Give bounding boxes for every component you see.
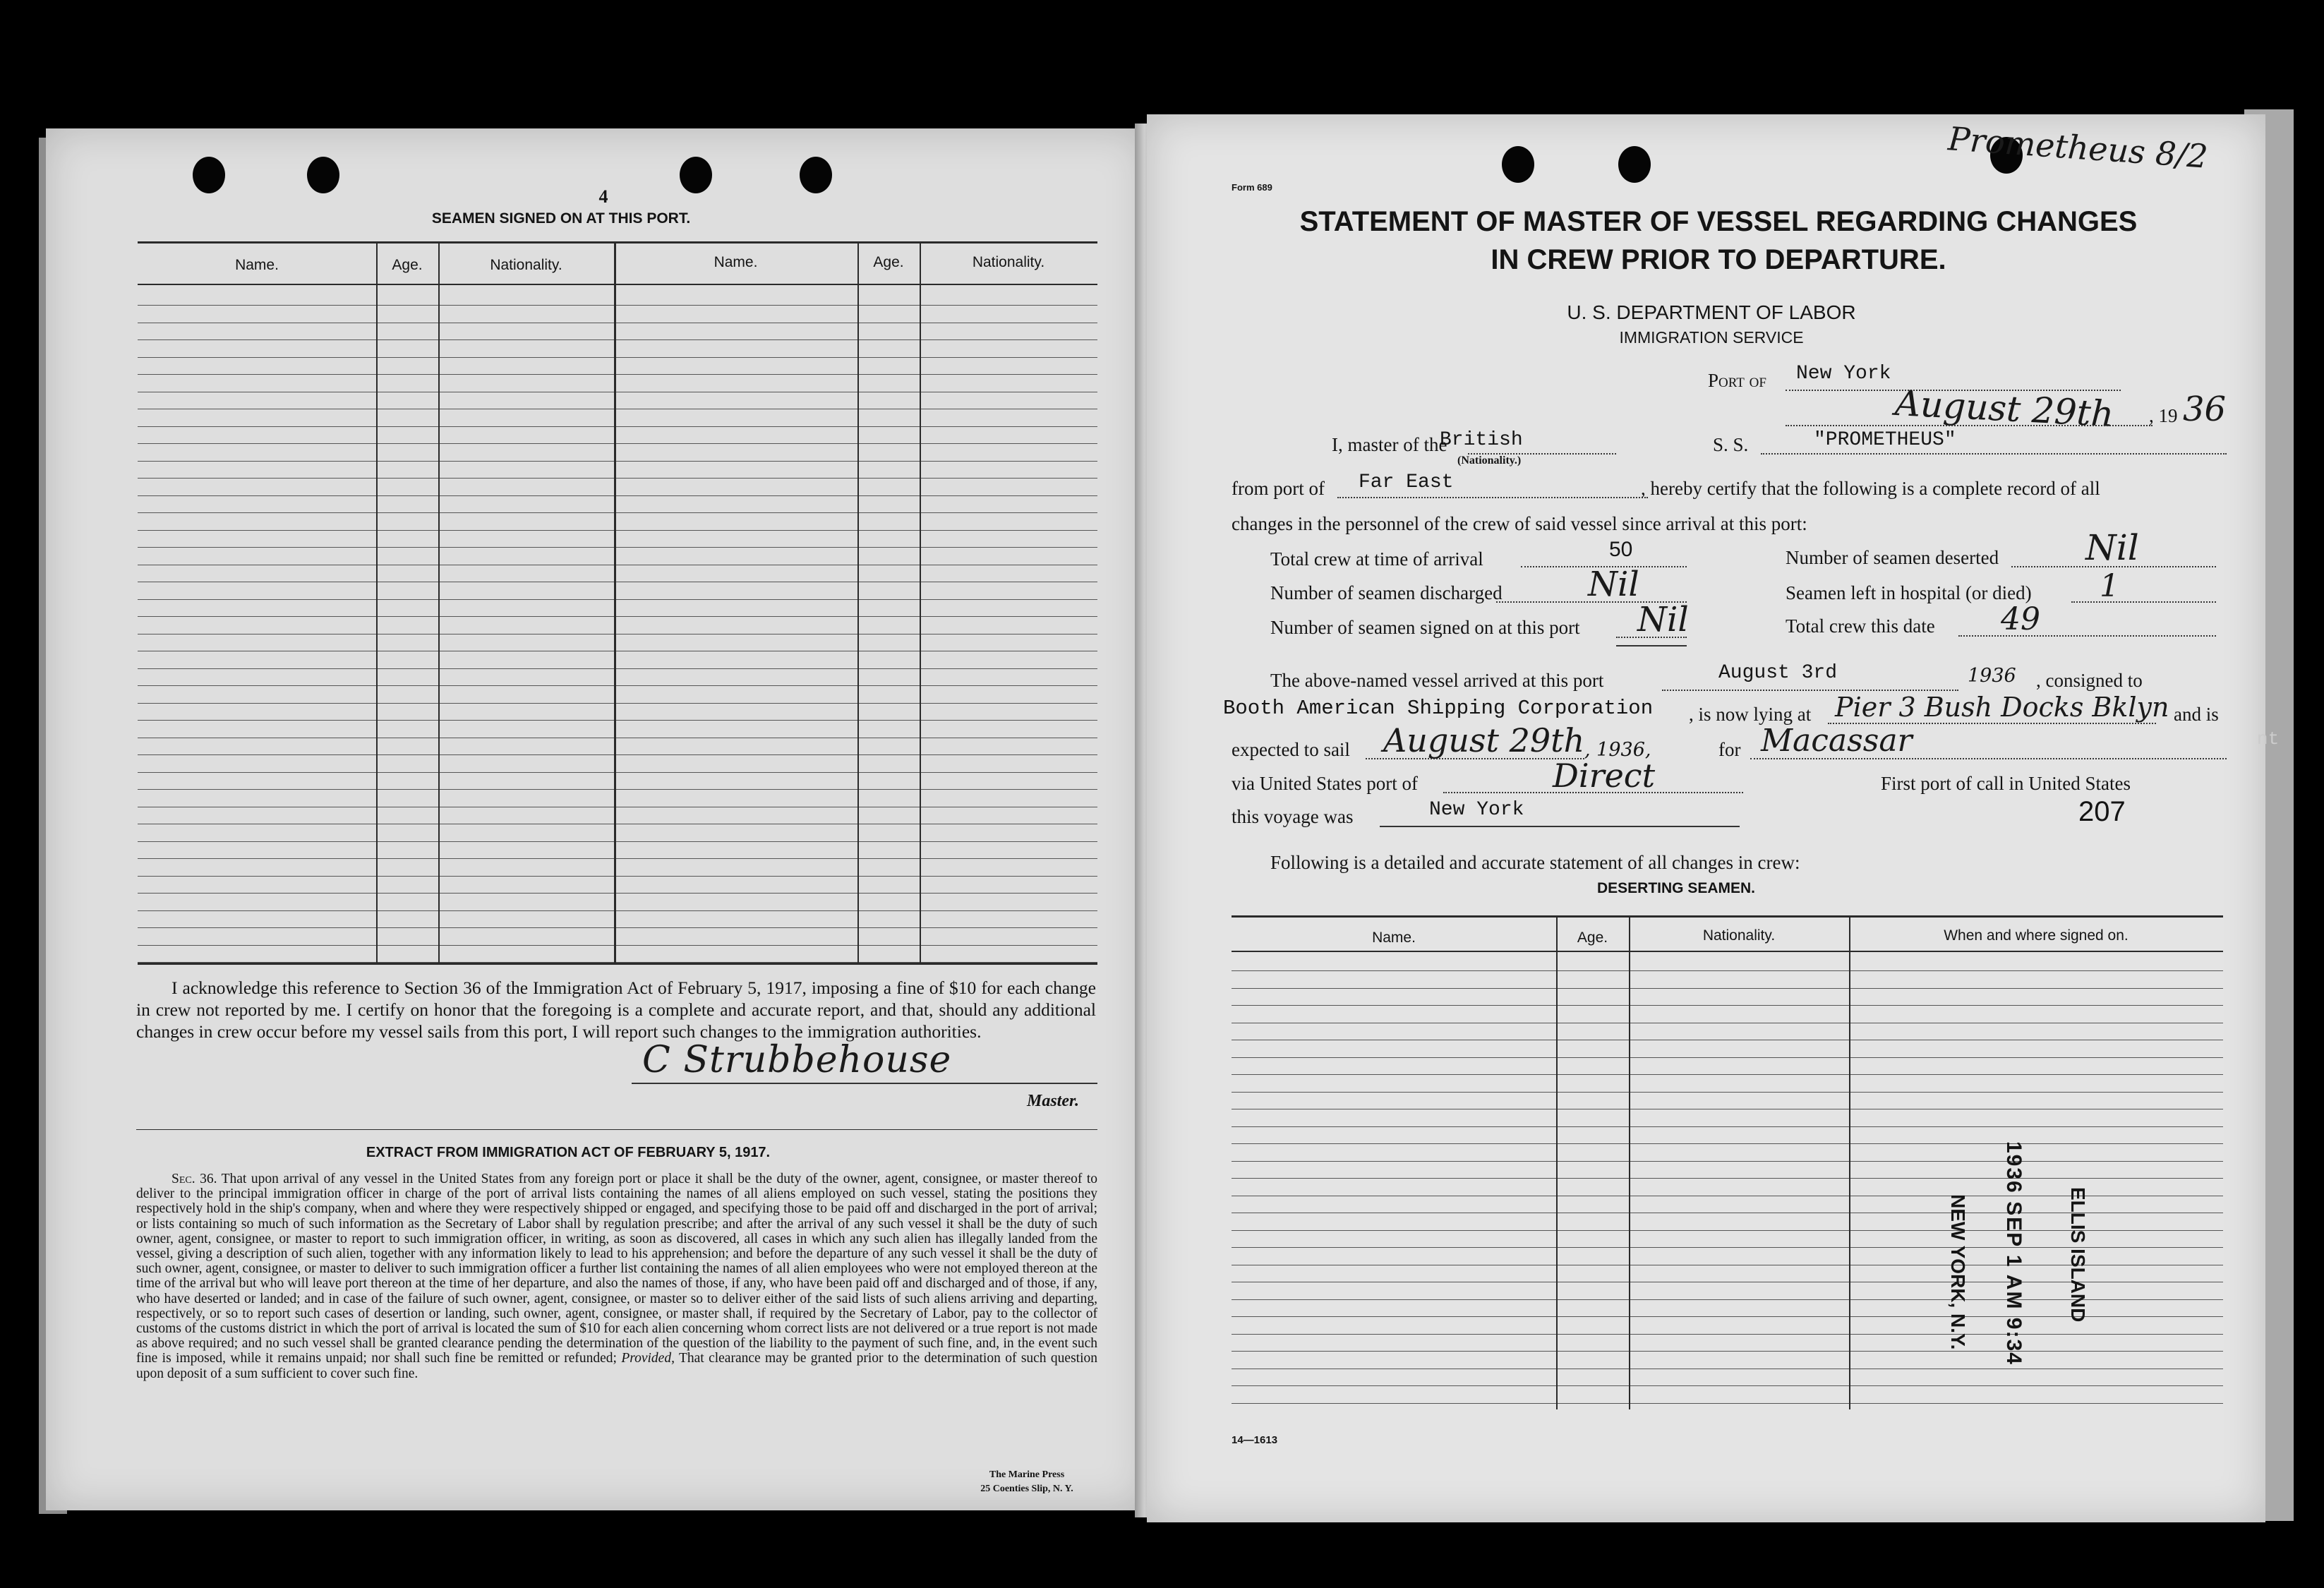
left-page [46, 128, 1147, 1510]
table-row-line [138, 547, 1097, 548]
table-row-line [138, 495, 1097, 496]
deserting-row-line [1232, 1334, 2223, 1335]
edge-fragment: nt [2257, 728, 2280, 750]
table-column-divider [857, 241, 859, 963]
deserting-row-line [1232, 1385, 2223, 1386]
deserting-column-name: Name. [1372, 930, 1416, 946]
punch-hole [680, 157, 712, 193]
deserted-value: Nil [2085, 527, 2139, 568]
voyage-value: New York [1429, 799, 1524, 821]
table-row-line [138, 426, 1097, 427]
table-row-line [138, 841, 1097, 842]
extract-body: That upon arrival of any vessel in the United States from any foreign port or place it shall be the duty of the owner, agent, consignee, or master thereof to deliver to the principal immigration officer in charge of the port of arrival lists containing the names of all aliens employed on such vessel, stating the positions they respectively hold in the ship's company, when and where they were respectively shipped or engaged, and specifying those to be paid off and discharged in the port of arrival; or lists containing so much of such information as the Secretary of Labor shall by regulation prescribe; and after the arrival of any such vessel it shall be the duty of such owner, agent, consignee, or master to report to such immigration officer, in writing, as soon as discovered, all cases in which any such alien has illegally landed from the vessel, giving a description of such alien, together with any information likely to lead to his apprehension; and before the departure of any such vessel it shall be the duty of such owner, agent, consignee, or master to deliver to such immigration officer a further list containing the names of all alien employees who were not employed thereon at the time of the arrival but who will leave port thereon at the time of her departure, and also the names of those, if any, who have been paid off and discharged and of those, if any, who have deserted or landed; and in case of the failure of such owner, agent, consignee, or master so to deliver either of the said lists of such aliens arriving and departing, respectively, or so to report such cases of desertion or landing, such owner, agent, consignee, or master shall, if required by the Secretary of Labor, pay to the collector of customs of the customs district in which the port of arrival is located the sum of $10 for each alien concerning whom correct lists are not delivered or a true report is not made as above required; and no such vessel shall be granted clearance pending the determination of the question of the liability to the payment of such fine, and, in the event such fine is imposed, while it remains unpaid; nor shall such fine be remitted or refunded; [136, 1172, 1097, 1366]
stat-rule [1616, 645, 1687, 646]
date-year: 36 [2183, 390, 2227, 429]
ellis-island-stamp-line2: 1936 SEP 1 AM 9:34 [2002, 1141, 2025, 1366]
ellis-island-stamp-line1: ELLIS ISLAND [2067, 1187, 2089, 1323]
total-crew-date-label: Total crew this date [1786, 615, 1935, 637]
voyage-label: this voyage was [1232, 806, 1354, 827]
deserting-table-top [1232, 915, 2223, 918]
arrived-underline [1662, 690, 1958, 691]
total-crew-arrival-label: Total crew at time of arrival [1270, 548, 1483, 570]
expected-label: expected to sail [1232, 739, 1350, 760]
table-row-line [138, 339, 1097, 340]
column-header-age: Age. [873, 254, 904, 270]
table-row-line [138, 668, 1097, 669]
printer-address: 25 Coenties Slip, N. Y. [980, 1484, 1073, 1494]
certify-text: , hereby certify that the following is a complete record of all [1641, 478, 2100, 499]
table-row-line [138, 443, 1097, 444]
consignee-value: Booth American Shipping Corporation [1223, 697, 1654, 720]
deserting-row-line [1232, 1178, 2223, 1179]
lying-label: , is now lying at [1689, 704, 1812, 725]
ellis-island-stamp-line3: NEW YORK, N.Y. [1947, 1194, 1969, 1350]
table-row-line [138, 720, 1097, 721]
form-number: Form 689 [1232, 182, 1272, 193]
signature-role: Master. [1027, 1092, 1080, 1110]
deserting-row-line [1232, 1074, 2223, 1075]
section-title: SEAMEN SIGNED ON AT THIS PORT. [431, 210, 691, 227]
nationality-caption: (Nationality.) [1457, 455, 1522, 467]
table-bottom-border [138, 963, 1097, 965]
deserting-title: DESERTING SEAMEN. [1596, 880, 1756, 896]
stat-underline [1616, 637, 1687, 638]
column-header-age: Age. [392, 257, 423, 273]
changes-text: changes in the personnel of the crew of said vessel since arrival at this port: [1232, 513, 1807, 534]
footer-code: 14—1613 [1232, 1434, 1278, 1446]
table-row-line [138, 858, 1097, 859]
column-header-name: Name. [714, 254, 758, 270]
table-top-border [138, 241, 1097, 243]
expected-value: August 29th [1383, 721, 1585, 759]
table-row-line [138, 703, 1097, 704]
date-handwritten: August 29th [1893, 382, 2115, 435]
deserting-row-line [1232, 988, 2223, 989]
via-underline [1443, 792, 1743, 793]
for-label: for [1718, 739, 1741, 760]
master-of-label: I, master of the [1332, 434, 1447, 455]
section-divider [136, 1129, 1097, 1130]
table-row-line [138, 772, 1097, 773]
table-row-line [138, 754, 1097, 755]
deserting-column-divider [1556, 915, 1558, 1409]
punch-hole [800, 157, 832, 193]
following-text: Following is a detailed and accurate statement of all changes in crew: [1270, 852, 1800, 873]
table-column-divider [614, 241, 616, 963]
page-number: 4 [598, 186, 608, 207]
table-row-line [138, 305, 1097, 306]
nationality-value: British [1440, 429, 1523, 451]
form-title-line1: STATEMENT OF MASTER OF VESSEL REGARDING CHANGES [1299, 206, 2138, 237]
stat-underline [2011, 566, 2216, 567]
table-row-line [138, 599, 1097, 600]
arrived-year: 1936 [1968, 665, 2016, 687]
punch-hole [1618, 146, 1651, 183]
table-row-line [138, 893, 1097, 894]
deserting-table-header-border [1232, 951, 2223, 952]
column-header-name: Name. [235, 257, 279, 273]
from-port-label: from port of [1232, 478, 1325, 499]
deserting-row-line [1232, 1005, 2223, 1006]
deserting-column-divider [1849, 915, 1850, 1409]
table-column-divider [376, 241, 378, 963]
date-year-prefix: , 19 [2149, 405, 2178, 426]
port-value: New York [1796, 363, 1891, 385]
vessel-underline [1761, 453, 2227, 455]
expected-year: , 1936, [1584, 739, 1651, 761]
deserting-row-line [1232, 1126, 2223, 1127]
discharged-label: Number of seamen discharged [1270, 582, 1503, 603]
stat-underline [1958, 635, 2216, 637]
ss-label: S. S. [1713, 434, 1749, 455]
table-row-line [138, 789, 1097, 790]
total-crew-arrival-value: 50 [1609, 538, 1633, 561]
table-row-line [138, 876, 1097, 877]
column-header-nationality: Nationality. [972, 254, 1045, 270]
column-header-nationality: Nationality. [490, 257, 562, 273]
deserting-column-age: Age. [1577, 930, 1608, 946]
signature-line [632, 1083, 1097, 1084]
form-title-line2: IN CREW PRIOR TO DEPARTURE. [1491, 244, 1946, 275]
right-page [1147, 114, 2265, 1522]
hospital-label: Seamen left in hospital (or died) [1786, 582, 2032, 603]
table-row-line [138, 512, 1097, 513]
corner-annotation: Prometheus 8/2 [1946, 119, 2210, 176]
deserting-row-line [1232, 1143, 2223, 1144]
table-row-line [138, 530, 1097, 531]
date-underline [1786, 425, 2153, 426]
hospital-value: 1 [2100, 568, 2119, 604]
service-name: IMMIGRATION SERVICE [1619, 328, 1804, 347]
deserting-row-line [1232, 1057, 2223, 1058]
printer-name: The Marine Press [989, 1469, 1065, 1480]
first-port-label: First port of call in United States [1881, 773, 2131, 794]
extract-provided: Provided, [621, 1351, 675, 1366]
discharged-value: Nil [1588, 565, 1639, 604]
deserting-row-line [1232, 970, 2223, 971]
table-row-line [138, 927, 1097, 928]
arrived-label: The above-named vessel arrived at this port [1270, 670, 1604, 691]
signed-on-value: Nil [1637, 600, 1689, 639]
deserting-column-signed-on: When and where signed on. [1944, 927, 2129, 944]
deserting-column-divider [1629, 915, 1630, 1409]
stat-underline [2071, 601, 2216, 603]
table-row-line [138, 478, 1097, 479]
table-row-line [138, 374, 1097, 375]
deserting-column-nationality: Nationality. [1702, 927, 1776, 944]
table-row-line [138, 685, 1097, 686]
total-crew-date-value: 49 [2001, 601, 2040, 637]
expected-underline [1366, 758, 1584, 759]
punch-hole [307, 157, 339, 193]
signed-on-label: Number of seamen signed on at this port [1270, 617, 1580, 638]
deserting-row-line [1232, 1403, 2223, 1404]
destination-value: Macassar [1761, 723, 1913, 759]
extract-text [136, 1172, 1097, 1381]
lying-value: Pier 3 Bush Docks Bklyn [1835, 692, 2169, 723]
voyage-underline [1380, 826, 1740, 827]
extract-title: EXTRACT FROM IMMIGRATION ACT OF FEBRUARY 5, 1917. [366, 1145, 771, 1160]
table-row-line [138, 910, 1097, 911]
via-label: via United States port of [1232, 773, 1418, 794]
vessel-name: "PROMETHEUS" [1814, 429, 1956, 451]
certification-text: I acknowledge this reference to Section 36 of the Immigration Act of February 5, 1917, imposing a fine of $10 for each change in crew not reported by me. I certify on honor that the foregoing is a complete and accurate report, and that, should any additional changes in crew occur before my vessel sails from this port, I will report such changes to the immigration authorities. [136, 978, 1096, 1042]
deserting-row-line [1232, 1161, 2223, 1162]
stamp-number: 207 [2078, 796, 2126, 827]
table-row-line [138, 616, 1097, 617]
table-row-line [138, 357, 1097, 358]
destination-underline [1750, 758, 2227, 759]
deserting-row-line [1232, 1351, 2223, 1352]
port-label: Port of [1708, 370, 1766, 391]
table-row-line [138, 461, 1097, 462]
arrived-value: August 3rd [1718, 662, 1838, 684]
punch-hole [193, 157, 225, 193]
deserted-label: Number of seamen deserted [1786, 547, 1999, 568]
table-row-line [138, 945, 1097, 946]
master-signature: C Strubbehouse [642, 1039, 952, 1081]
via-value: Direct [1553, 757, 1656, 795]
and-is-label: and is [2174, 704, 2219, 725]
table-header-border [138, 284, 1097, 285]
extract-end: That clearance may be granted prior to the determination of such question upon deposit of a sum sufficient to cover such fine. [136, 1351, 1098, 1381]
consigned-label: , consigned to [2036, 670, 2143, 691]
from-port-value: Far East [1359, 471, 1454, 493]
extract-section-label: Sec. 36. [171, 1172, 217, 1186]
department-name: U. S. DEPARTMENT OF LABOR [1567, 301, 1856, 323]
from-port-underline [1337, 497, 1648, 498]
deserting-row-line [1232, 1092, 2223, 1093]
table-column-divider [920, 241, 921, 963]
table-column-divider [438, 241, 440, 963]
punch-hole [1502, 146, 1534, 183]
